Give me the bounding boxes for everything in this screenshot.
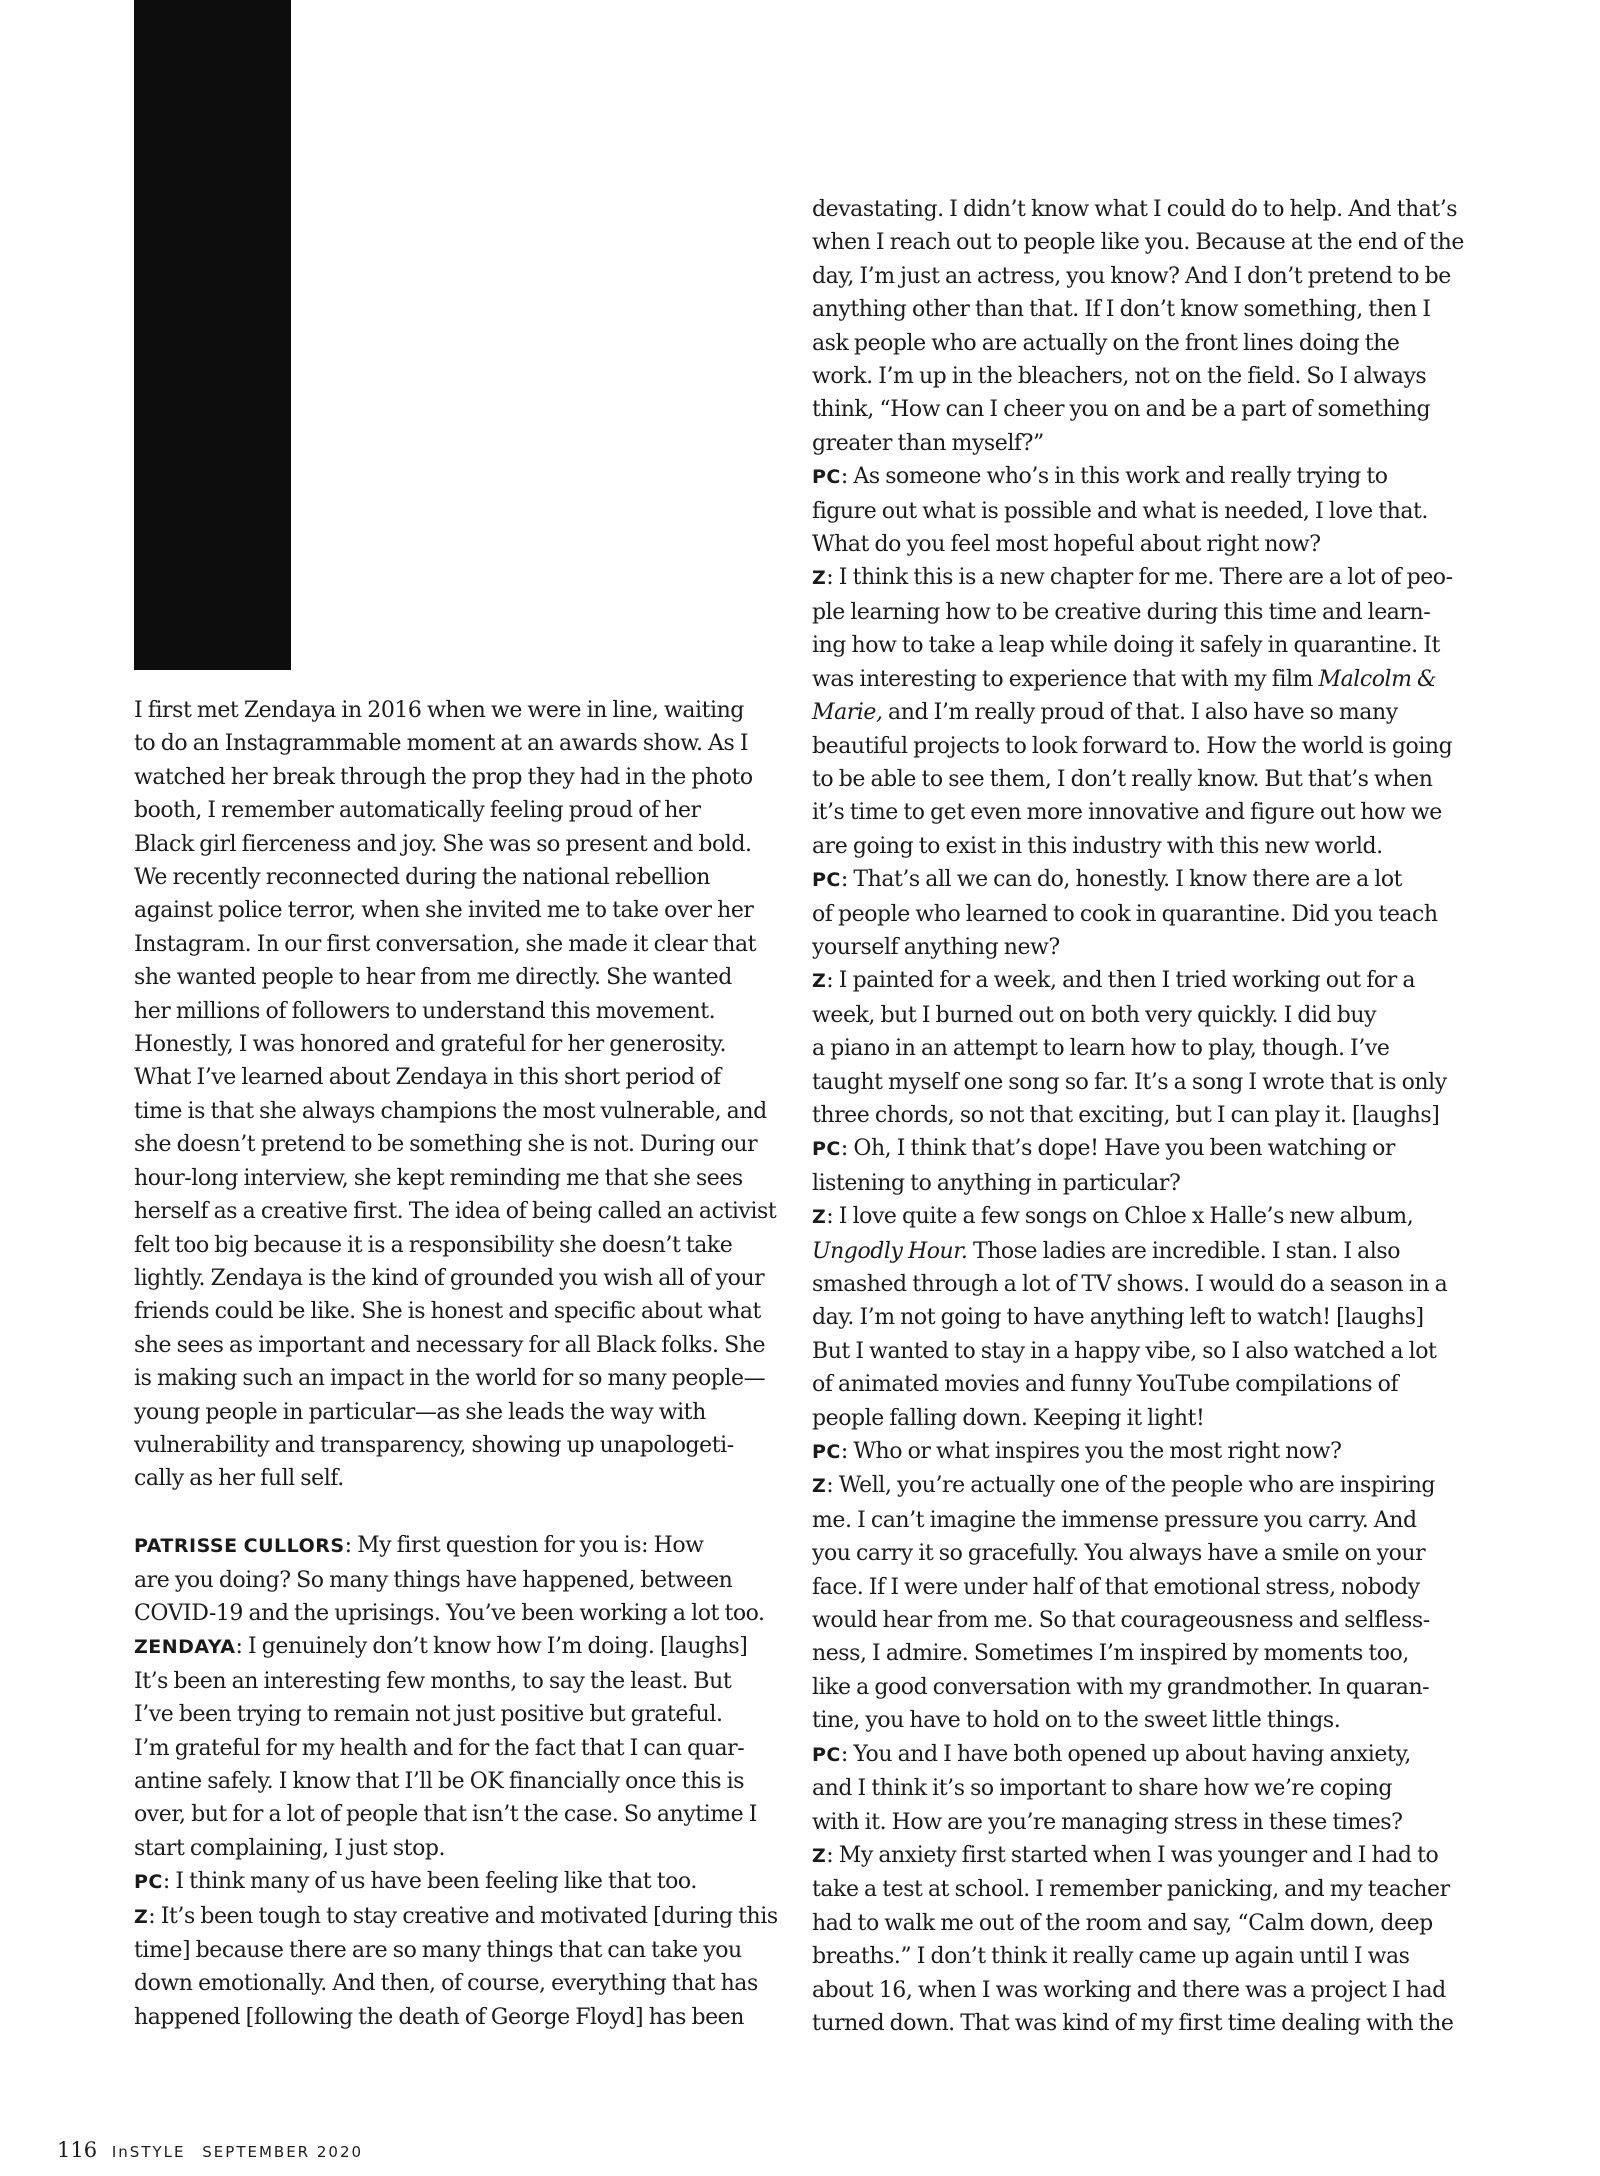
text-line: like a good conversation with my grandmother. In quaran- [812,1674,1430,1700]
text-line: COVID-19 and the uprisings. You’ve been working a lot too. [134,1600,765,1626]
text-line: I’ve been trying to remain not just positive but grateful. [134,1702,723,1728]
text-line: PC: As someone who’s in this work and really trying to [812,464,1388,490]
text-line: and I think it’s so important to share how we’re coping [812,1776,1392,1802]
text-line: work. I’m up in the bleachers, not on the field. So I always [812,364,1427,390]
title-italic: Marie, [812,700,883,726]
text-line: was interesting to experience that with my film Malcolm & [812,666,1437,692]
text-line: friends could be like. She is honest and specific about what [134,1299,761,1325]
text-line: PC: You and I have both opened up about having anxiety, [812,1741,1411,1767]
speaker-label: Z [812,1206,827,1229]
text-line: PC: Oh, I think that’s dope! Have you been watching or [812,1136,1395,1162]
text-line: hour-long interview, she kept reminding me that she sees [134,1165,743,1191]
text-line: to be able to see them, I don’t really know. But that’s when [812,766,1433,792]
page-footer [57,2138,363,2162]
text-line: taught myself one song so far. It’s a song I wrote that is only [812,1069,1447,1095]
speaker-label: PC [134,1871,163,1894]
speaker-label: PC [812,1441,841,1464]
text-line: smashed through a lot of TV shows. I would do a season in a [812,1272,1448,1297]
text-line: We recently reconnected during the national rebellion [134,865,710,891]
title-italic: Malcolm & [1318,666,1437,692]
text-line: when I reach out to people like you. Because at the end of the [812,230,1464,256]
text-line: take a test at school. I remember panicking, and my teacher [812,1877,1450,1903]
text-line: greater than myself?” [812,430,1044,456]
text-line: Z: My anxiety first started when I was younger and I had to [812,1842,1439,1868]
text-line: What I’ve learned about Zendaya in this short period of [134,1065,721,1091]
text-line: herself as a creative first. The idea of being called an activist [134,1199,777,1225]
text-line: with it. How are you’re managing stress in these times? [812,1809,1403,1835]
speaker-label: Z [812,1844,827,1867]
text-line: you carry it so gracefully. You always have a smile on your [812,1541,1426,1567]
text-line: Marie, and I’m really proud of that. I also have so many [812,700,1398,726]
text-line: over, but for a lot of people that isn’t the case. So anytime I [134,1802,758,1828]
text-line: had to walk me out of the room and say, “Calm down, deep [812,1910,1433,1936]
text-line: three chords, so not that exciting, but I can play it. [laughs] [812,1102,1440,1128]
text-line: she doesn’t pretend to be something she is not. During our [134,1132,758,1158]
speaker-label: PC [812,1743,841,1766]
text-line: yourself anything new? [812,934,1060,960]
text-line: ZENDAYA: I genuinely don’t know how I’m doing. [laughs] [134,1634,748,1660]
text-line: felt too big because it is a responsibility she doesn’t take [134,1232,733,1258]
text-line: time is that she always champions the most vulnerable, and [134,1098,767,1124]
text-line: day, I’m just an actress, you know? And I don’t pretend to be [812,263,1451,289]
speaker-label: Z [134,1905,149,1928]
text-line: beautiful projects to look forward to. How the world is going [812,733,1453,759]
text-line: people falling down. Keeping it light! [812,1405,1205,1431]
text-line: I first met Zendaya in 2016 when we were in line, waiting [134,698,744,723]
text-line: antine safely. I know that I’ll be OK financially once this is [134,1768,745,1794]
text-line: are going to exist in this industry with this new world. [812,833,1383,859]
text-line: are you doing? So many things have happened, between [134,1567,733,1593]
text-line: Z: It’s been tough to stay creative and motivated [during this [134,1903,778,1929]
title-italic: Ungodly Hour. [812,1238,968,1264]
text-line: her millions of followers to understand this movement. [134,998,716,1024]
text-line: Honestly, I was honored and grateful for her generosity. [134,1032,727,1058]
text-line: Black girl fierceness and joy. She was so present and bold. [134,831,752,857]
text-line: turned down. That was kind of my first time dealing with the [812,2010,1454,2036]
text-line: Z: Well, you’re actually one of the people who are inspiring [812,1473,1436,1499]
speaker-label: Z [812,1475,827,1498]
text-line: face. If I were under half of that emotional stress, nobody [812,1574,1420,1600]
text-line: it’s time to get even more innovative and figure out how we [812,800,1442,826]
text-line: PATRISSE CULLORS: My first question for you is: How [134,1533,704,1559]
text-line: young people in particular—as she leads the way with [134,1399,706,1425]
speaker-label: PC [812,869,841,892]
paragraph-gap [134,1496,754,1529]
speaker-label: ZENDAYA [134,1636,236,1659]
text-line: would hear from me. So that courageousness and selfless- [812,1608,1430,1634]
text-line: cally as her full self. [134,1466,344,1492]
speaker-label: Z [812,970,827,993]
speaker-label: Z [812,567,827,590]
text-line: breaths.” I don’t think it really came up again until I was [812,1944,1410,1970]
intro-paragraph [134,694,777,1496]
right-column [812,193,1464,2040]
text-line: What do you feel most hopeful about right now? [812,532,1321,558]
text-line: ask people who are actually on the front lines doing the [812,330,1400,356]
drop-cap-bar [134,0,291,670]
magazine-name: InSTYLE [111,2143,186,2161]
page-number: 116 [57,2138,98,2162]
text-line: against police terror, when she invited me to take over her [134,898,754,924]
text-line: Instagram. In our first conversation, she made it clear that [134,931,757,957]
text-line: vulnerability and transparency, showing up unapologeti- [134,1432,734,1458]
speaker-label: PATRISSE CULLORS [134,1535,345,1558]
text-line: she wanted people to hear from me directly. She wanted [134,965,732,991]
text-line: ple learning how to be creative during this time and learn- [812,599,1431,625]
issue-date: SEPTEMBER 2020 [202,2143,364,2161]
text-line: Ungodly Hour. Those ladies are incredible. I stan. I also [812,1238,1400,1264]
text-line: It’s been an interesting few months, to say the least. But [134,1668,732,1694]
text-line: PC: Who or what inspires you the most right now? [812,1439,1342,1465]
text-line: listening to anything in particular? [812,1170,1181,1196]
text-line: ness, I admire. Sometimes I’m inspired by moments too, [812,1641,1409,1667]
text-line: she sees as important and necessary for all Black folks. She [134,1332,766,1358]
text-line: PC: I think many of us have been feeling like that too. [134,1869,697,1895]
speaker-label: PC [812,466,841,489]
text-line: week, but I burned out on both very quickly. I did buy [812,1002,1377,1028]
text-line: devastating. I didn’t know what I could do to help. And that’s [812,197,1458,222]
text-line: ing how to take a leap while doing it safely in quarantine. It [812,633,1440,659]
text-line: about 16, when I was working and there was a project I had [812,1977,1446,2003]
text-line: watched her break through the prop they had in the photo [134,764,753,790]
speaker-label: PC [812,1138,841,1161]
left-column [134,694,778,2034]
text-line: But I wanted to stay in a happy vibe, so I also watched a lot [812,1338,1437,1364]
text-line: happened [following the death of George Floyd] has been [134,2004,744,2030]
text-line: PC: That’s all we can do, honestly. I know there are a lot [812,867,1403,893]
text-line: down emotionally. And then, of course, everything that has [134,1971,758,1997]
interview-left [134,1529,778,2034]
text-line: Z: I think this is a new chapter for me. There are a lot of peo- [812,565,1453,591]
text-line: me. I can’t imagine the immense pressure you carry. And [812,1507,1417,1533]
text-line: is making such an impact in the world for so many people— [134,1366,766,1392]
text-line: figure out what is possible and what is needed, I love that. [812,498,1428,524]
text-line: day. I’m not going to have anything left to watch! [laughs] [812,1305,1424,1331]
text-line: to do an Instagrammable moment at an awards show. As I [134,731,749,757]
text-line: Z: I painted for a week, and then I tried working out for a [812,968,1415,994]
text-line: booth, I remember automatically feeling proud of her [134,798,701,824]
text-line: I’m grateful for my health and for the fact that I can quar- [134,1735,745,1761]
text-line: tine, you have to hold on to the sweet little things. [812,1708,1341,1734]
text-line: lightly. Zendaya is the kind of grounded you wish all of your [134,1265,765,1291]
text-line: of animated movies and funny YouTube compilations of [812,1372,1399,1398]
text-line: think, “How can I cheer you on and be a part of something [812,397,1431,423]
text-line: anything other than that. If I don’t know something, then I [812,297,1431,323]
text-line: of people who learned to cook in quarantine. Did you teach [812,901,1438,927]
text-line: start complaining, I just stop. [134,1835,446,1861]
text-line: Z: I love quite a few songs on Chloe x Halle’s new album, [812,1204,1414,1230]
text-line: time] because there are so many things that can take you [134,1938,742,1964]
text-line: a piano in an attempt to learn how to play, though. I’ve [812,1036,1390,1062]
